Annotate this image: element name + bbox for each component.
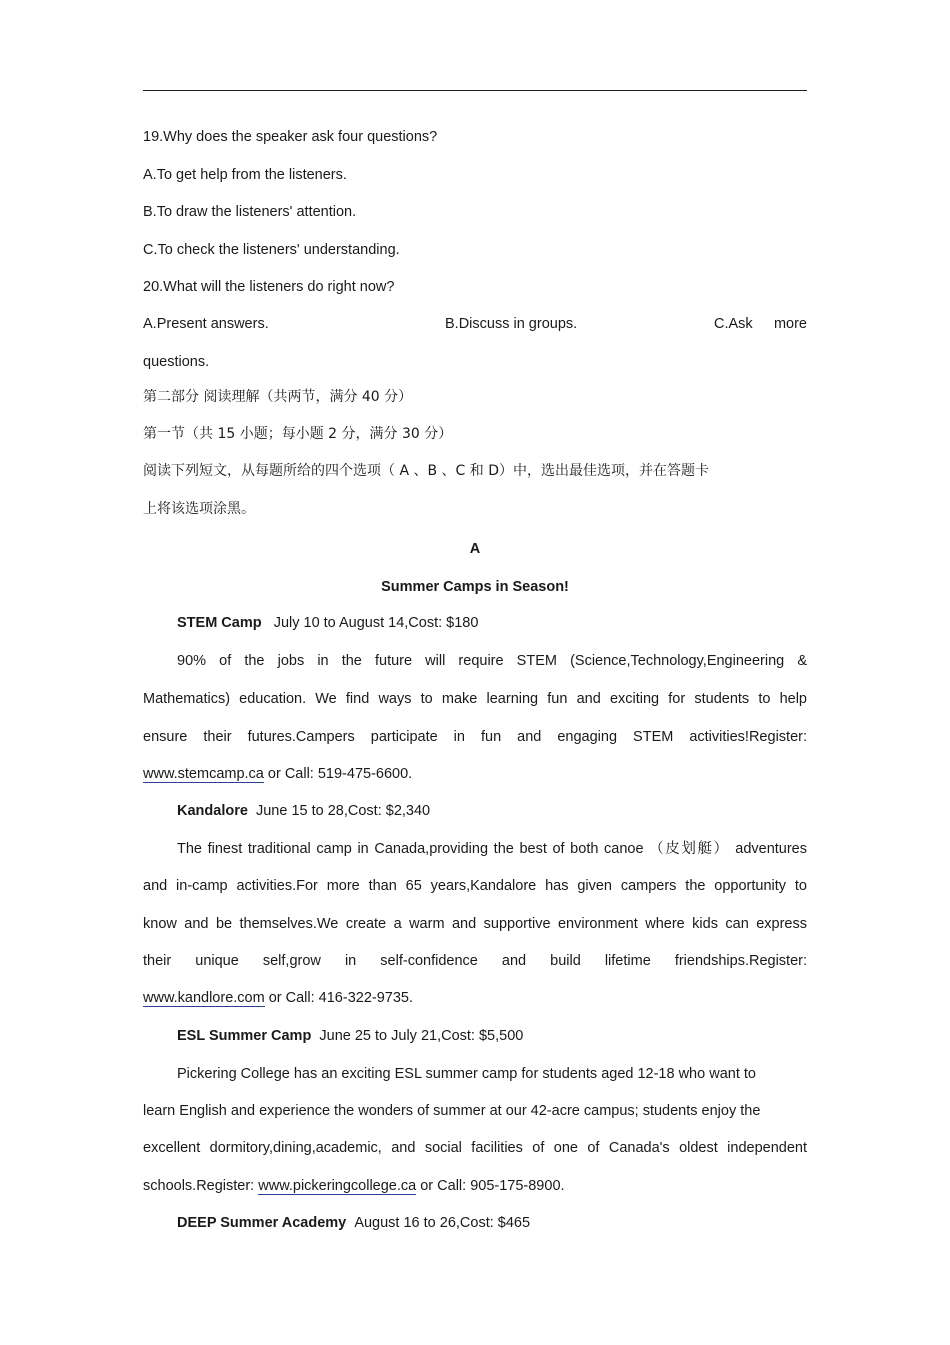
- paragraph-line: learn English and experience the wonders of summer at our 42-acre campus; students enjoy the: [143, 1103, 761, 1119]
- camp-name: STEM Camp: [177, 615, 262, 631]
- camp-info: June 15 to 28,Cost: $2,340: [255, 803, 431, 819]
- q19-option-a: A.To get help from the listeners.: [143, 167, 347, 183]
- paragraph-line: 90% of the jobs in the future will require STEM (Science,Technology,Engineering &: [177, 653, 807, 669]
- passage-letter: A: [469, 541, 481, 557]
- camp-name: ESL Summer Camp: [177, 1028, 312, 1044]
- paragraph-line: and in-camp activities.For more than 65 years,Kandalore has given campers the opportunity to: [143, 878, 807, 894]
- paragraph-line: excellent dormitory,dining,academic, and social facilities of one of Canada's oldest independent: [143, 1140, 807, 1156]
- phone-text: or Call: 416-322-9735.: [264, 990, 414, 1006]
- q20-option-c-cont: questions.: [143, 354, 210, 370]
- q20-option-b: B.Discuss in groups.: [445, 316, 578, 332]
- section-1-heading: 第一节（共 15 小题；每小题 2 分，满分 30 分）: [143, 426, 453, 442]
- phone-text: or Call: 519-475-6600.: [263, 766, 413, 782]
- camp-name: Kandalore: [177, 803, 248, 819]
- camp-name: DEEP Summer Academy: [177, 1215, 347, 1231]
- register-line: [143, 989, 807, 1007]
- q19-option-c: C.To check the listeners' understanding.: [143, 242, 400, 258]
- q19-option-b: B.To draw the listeners' attention.: [143, 204, 357, 220]
- paragraph-line: ensure their futures.Campers participate in fun and engaging STEM activities!Register:: [143, 729, 807, 745]
- q20-options-row: [143, 315, 807, 333]
- question-19: 19.Why does the speaker ask four questions?: [143, 129, 438, 145]
- camp-heading: [177, 614, 807, 632]
- paragraph-line: know and be themselves.We create a warm and supportive environment where kids can express: [143, 916, 807, 932]
- q20-option-c-more: more: [773, 316, 807, 332]
- q20-option-a: A.Present answers.: [143, 316, 269, 332]
- register-line: [143, 1177, 807, 1195]
- camp-info: July 10 to August 14,Cost: $180: [273, 615, 479, 631]
- header-rule: [143, 90, 807, 91]
- register-link[interactable]: www.kandlore.com: [143, 990, 265, 1006]
- part-2-heading: 第二部分 阅读理解（共两节，满分 40 分）: [143, 389, 413, 405]
- instructions-line-2: 上将该选项涂黑。: [143, 501, 255, 517]
- camp-heading: [177, 1027, 807, 1045]
- question-20: 20.What will the listeners do right now?: [143, 279, 395, 295]
- q20-option-c: C.Ask: [714, 316, 753, 332]
- paragraph-line: Pickering College has an exciting ESL summer camp for students aged 12-18 who want to: [177, 1066, 756, 1082]
- register-line: [143, 765, 807, 783]
- camp-info: August 16 to 26,Cost: $465: [354, 1215, 531, 1231]
- phone-text: or Call: 905-175-8900.: [416, 1178, 565, 1194]
- register-link[interactable]: www.pickeringcollege.ca: [258, 1178, 417, 1194]
- camp-heading: [177, 1214, 807, 1232]
- passage-title: Summer Camps in Season!: [381, 579, 569, 595]
- camp-info: June 25 to July 21,Cost: $5,500: [319, 1028, 524, 1044]
- camp-heading: [177, 802, 807, 820]
- register-link[interactable]: www.stemcamp.ca: [143, 766, 264, 782]
- paragraph-line: their unique self,grow in self-confidence and build lifetime friendships.Register:: [143, 953, 807, 969]
- paragraph-line: Mathematics) education. We find ways to make learning fun and exciting for students to help: [143, 691, 807, 707]
- register-text: schools.Register:: [143, 1178, 259, 1194]
- instructions-line-1: 阅读下列短文，从每题所给的四个选项（ A 、B 、C 和 D）中，选出最佳选项，并在答题卡: [143, 463, 709, 479]
- paragraph-line: The finest traditional camp in Canada,providing the best of both canoe （皮划艇） adventures: [177, 841, 807, 857]
